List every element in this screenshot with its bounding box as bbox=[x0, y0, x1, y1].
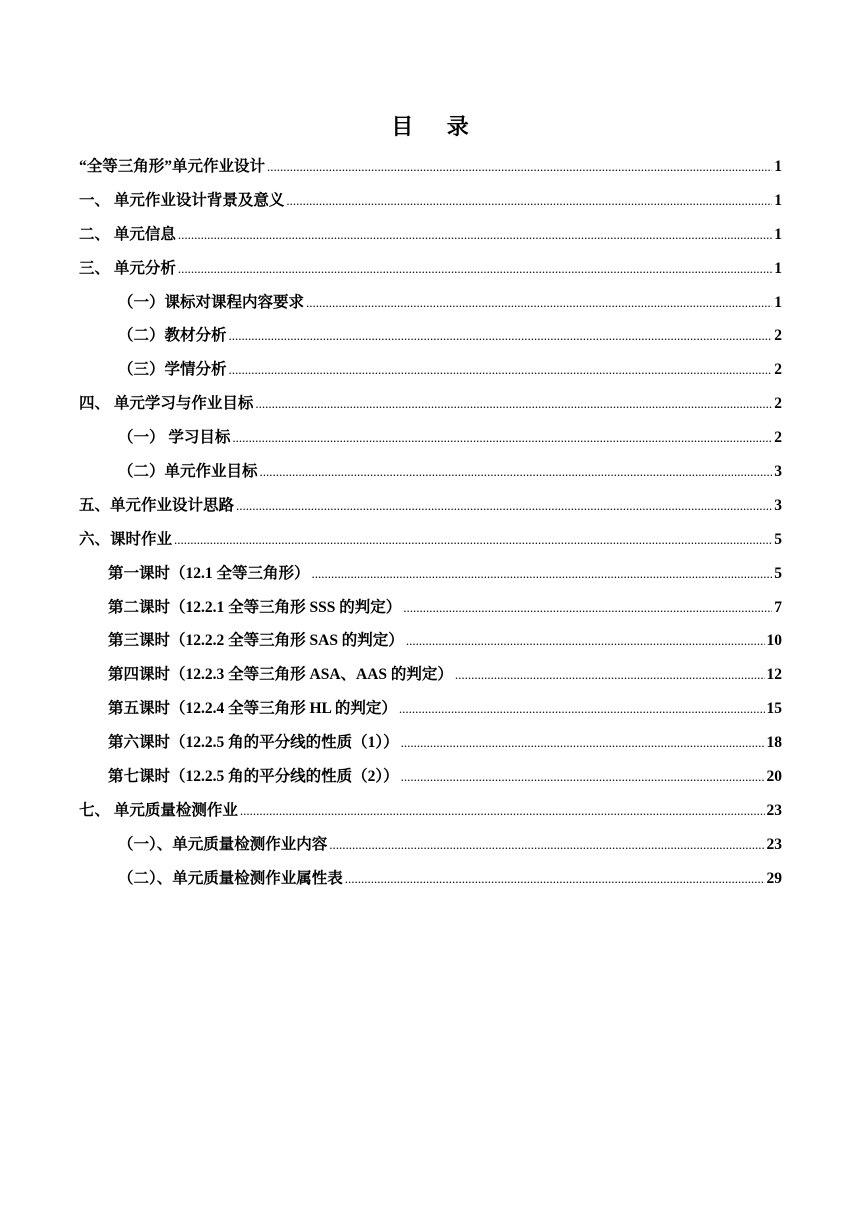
toc-dot-leader bbox=[329, 831, 764, 859]
toc-page-number: 15 bbox=[766, 700, 782, 718]
toc-entry-text: （二）教材分析 bbox=[118, 327, 227, 345]
toc-entry-text: 第三课时（12.2.2 全等三角形 SAS 的判定） bbox=[108, 632, 404, 650]
toc-dot-leader bbox=[306, 289, 772, 317]
toc-page-number: 2 bbox=[774, 327, 782, 345]
toc-entry[interactable] bbox=[79, 492, 782, 526]
toc-dot-leader bbox=[240, 797, 765, 825]
toc-list bbox=[79, 153, 782, 899]
toc-page-number: 10 bbox=[766, 632, 782, 650]
toc-entry[interactable] bbox=[79, 187, 782, 221]
toc-entry-text: 四、 单元学习与作业目标 bbox=[79, 395, 254, 413]
toc-entry-text: 七、 单元质量检测作业 bbox=[79, 801, 238, 819]
toc-entry[interactable] bbox=[79, 661, 782, 695]
toc-page-number: 3 bbox=[774, 463, 782, 481]
toc-page-number: 5 bbox=[774, 564, 782, 582]
toc-page-number: 2 bbox=[774, 395, 782, 413]
toc-page-number: 5 bbox=[774, 530, 782, 548]
toc-entry-text: （三）学情分析 bbox=[118, 361, 227, 379]
toc-page-number: 2 bbox=[774, 429, 782, 447]
toc-page-number: 18 bbox=[766, 734, 782, 752]
toc-dot-leader bbox=[401, 763, 765, 791]
toc-entry-text: “全等三角形”单元作业设计 bbox=[79, 158, 266, 175]
toc-entry[interactable] bbox=[79, 594, 782, 628]
toc-dot-leader bbox=[178, 255, 772, 283]
toc-dot-leader bbox=[267, 153, 772, 181]
toc-entry-text: （一）课标对课程内容要求 bbox=[118, 293, 305, 311]
toc-page-number: 1 bbox=[774, 293, 782, 311]
toc-page-number: 20 bbox=[766, 768, 782, 786]
toc-entry-text: 第一课时（12.1 全等三角形） bbox=[108, 564, 310, 582]
toc-dot-leader bbox=[403, 594, 772, 622]
toc-entry[interactable] bbox=[79, 289, 782, 323]
toc-dot-leader bbox=[232, 424, 772, 452]
toc-dot-leader bbox=[229, 356, 772, 384]
toc-dot-leader bbox=[406, 627, 765, 655]
toc-entry-text: 第二课时（12.2.1 全等三角形 SSS 的判定） bbox=[108, 598, 402, 616]
toc-page-number: 3 bbox=[774, 496, 782, 514]
toc-dot-leader bbox=[399, 695, 765, 723]
toc-page-number: 23 bbox=[766, 835, 782, 853]
toc-entry[interactable] bbox=[79, 763, 782, 797]
toc-entry[interactable] bbox=[79, 255, 782, 289]
toc-page-number: 1 bbox=[774, 191, 782, 209]
toc-entry-text: （二）单元作业目标 bbox=[118, 463, 258, 481]
toc-entry-text: 二、 单元信息 bbox=[79, 225, 176, 243]
toc-page-number: 1 bbox=[774, 225, 782, 243]
toc-entry-text: 第四课时（12.2.3 全等三角形 ASA、AAS 的判定） bbox=[108, 666, 453, 684]
toc-entry[interactable] bbox=[79, 695, 782, 729]
toc-dot-leader bbox=[255, 390, 772, 418]
toc-entry[interactable] bbox=[79, 627, 782, 661]
toc-entry-text: 第六课时（12.2.5 角的平分线的性质（1）） bbox=[108, 734, 399, 752]
toc-entry[interactable] bbox=[79, 526, 782, 560]
toc-dot-leader bbox=[229, 322, 772, 350]
toc-entry[interactable] bbox=[79, 560, 782, 594]
toc-entry-text: 第七课时（12.2.5 角的平分线的性质（2）） bbox=[108, 768, 399, 786]
toc-entry[interactable] bbox=[79, 797, 782, 831]
toc-dot-leader bbox=[401, 729, 765, 757]
toc-dot-leader bbox=[260, 458, 772, 486]
toc-page-number: 7 bbox=[774, 598, 782, 616]
toc-dot-leader bbox=[178, 221, 772, 249]
toc-entry-text: 一、 单元作业设计背景及意义 bbox=[79, 191, 285, 209]
toc-dot-leader bbox=[345, 865, 765, 893]
toc-entry[interactable] bbox=[79, 865, 782, 899]
toc-title: 目 录 bbox=[391, 114, 483, 139]
toc-entry-text: （一）、单元质量检测作业内容 bbox=[118, 835, 328, 853]
toc-entry-text: 六、课时作业 bbox=[79, 530, 173, 548]
toc-entry[interactable] bbox=[79, 356, 782, 390]
toc-entry-text: （二）、单元质量检测作业属性表 bbox=[118, 869, 343, 887]
toc-page-number: 2 bbox=[774, 361, 782, 379]
toc-entry-text: 五、单元作业设计思路 bbox=[79, 496, 235, 514]
toc-entry-text: （一） 学习目标 bbox=[118, 429, 231, 447]
toc-entry[interactable] bbox=[79, 729, 782, 763]
toc-dot-leader bbox=[286, 187, 772, 215]
toc-dot-leader bbox=[455, 661, 765, 689]
toc-entry-text: 第五课时（12.2.4 全等三角形 HL 的判定） bbox=[108, 700, 397, 718]
toc-page-number: 29 bbox=[766, 869, 782, 887]
toc-page-number: 12 bbox=[766, 666, 782, 684]
toc-entry[interactable] bbox=[79, 322, 782, 356]
toc-page-number: 1 bbox=[774, 259, 782, 277]
toc-entry[interactable] bbox=[79, 458, 782, 492]
toc-page-number: 23 bbox=[766, 801, 782, 819]
toc-dot-leader bbox=[236, 492, 772, 520]
toc-entry[interactable] bbox=[79, 153, 782, 187]
toc-entry[interactable] bbox=[79, 390, 782, 424]
toc-entry[interactable] bbox=[79, 831, 782, 865]
toc-dot-leader bbox=[174, 526, 772, 554]
toc-page-number: 1 bbox=[774, 158, 782, 175]
toc-entry[interactable] bbox=[79, 221, 782, 255]
toc-dot-leader bbox=[312, 560, 772, 588]
toc-entry[interactable] bbox=[79, 424, 782, 458]
toc-entry-text: 三、 单元分析 bbox=[79, 259, 176, 277]
